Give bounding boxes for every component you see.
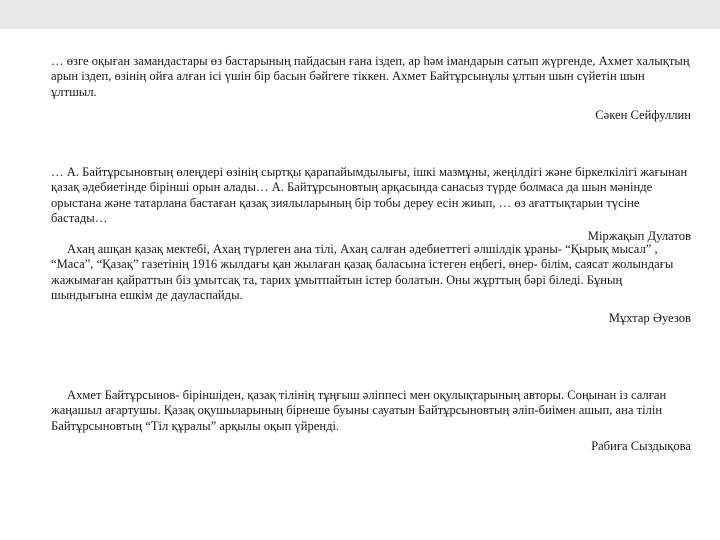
quote-author: Сәкен Сейфуллин bbox=[595, 107, 691, 122]
quote-block bbox=[51, 165, 691, 244]
quote-text: Ахаң ашқан қазақ мектебі, Ахаң түрлеген ана тілі, Ахаң салған әдебиеттегі әлшілдік ұраны- “Қырық мысал” , “Маса”, “Қазақ” газетінің 1916 жылдағы қан жылаған қазақ баласына істеген еңбегі, өнер- білім, саясат жолындағы жажымаған қайраттын біз ұмытсақ та, тарих ұмытпайтын істер болатын. Оны жұрттың бәрі біледі. Бұның шындығына ешкім де дауласпайды. bbox=[51, 242, 674, 302]
quote-author: Мұхтар Әуезов bbox=[608, 311, 691, 326]
quote-block bbox=[51, 54, 691, 123]
quote-text: … өзге оқыған замандастары өз бастарының пайдасын ғана іздеп, ар һәм імандарын сатып жүргенде, Ахмет халықтың арын іздеп, өзінің ойға алған ісі үшін бір басын бәйгеге тіккен. Ахмет Байтұрсынұлы ұлтын шын сүйетін шын ұлтшыл. bbox=[51, 54, 690, 99]
quote-author: Рабиға Сыздықова bbox=[591, 438, 691, 453]
quote-text: … А. Байтұрсыновтың өлеңдері өзінің сыртқы қарапайымдылығы, ішкі мазмұны, жеңілдігі және біркелкілігі жағынан қазақ әдебиетінде бірінші орын алады… А. Байтұрсыновтың арқасында санасыз түрде болмаса да шын мәнінде орыстана және татарлана бастаған қазақ зиялыларының бір тобы дереу есін жиып, … өз ағаттықтарын түсіне бастады… bbox=[51, 165, 688, 225]
quote-block bbox=[51, 388, 691, 454]
quote-text: Ахмет Байтұрсынов- біріншіден, қазақ тілінің тұңғыш әліппесі мен оқулықтарының авторы. Соңынан із салған жаңашыл ағартушы. Қазақ оқушыларының бірнеше буыны сауатын Байтұрсыновтың әліп-биімен ашып, ана тілін Байтұрсыновтың “Тіл құралы” арқылы оқып үйренді. bbox=[51, 388, 667, 433]
quote-author: Міржақып Дулатов bbox=[587, 229, 691, 244]
quote-block bbox=[51, 242, 691, 326]
top-band bbox=[0, 0, 720, 29]
